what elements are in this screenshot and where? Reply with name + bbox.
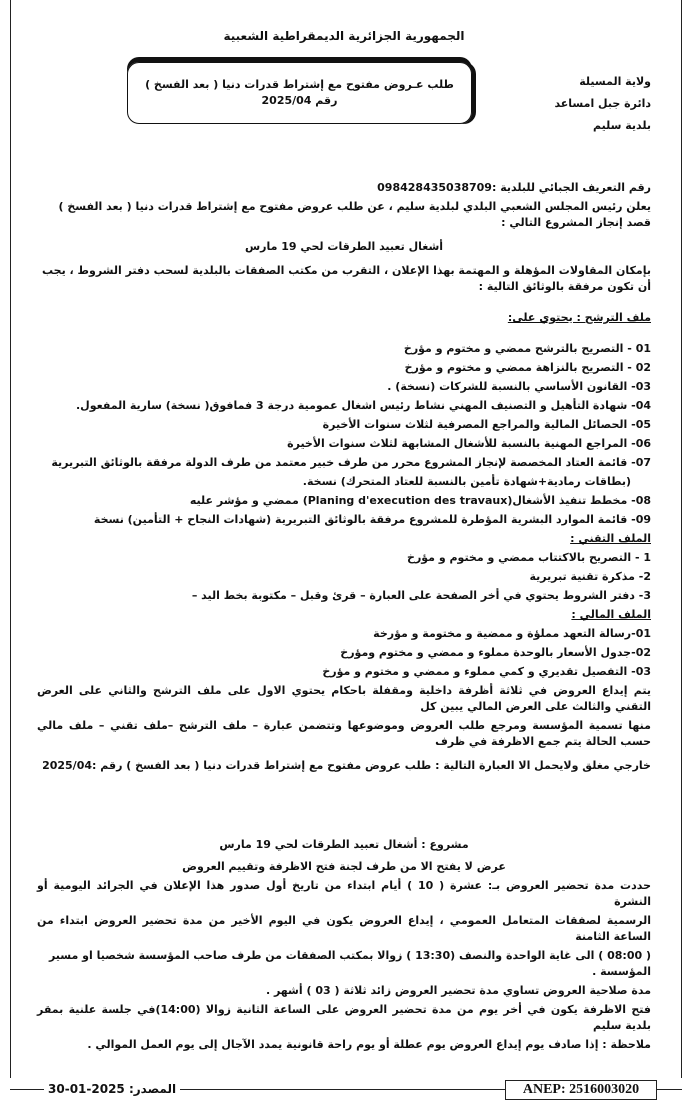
terms-line: مدة صلاحية العروض تساوي مدة تحضير العروض زائد ثلاثة ( 03 ) أشهر .: [265, 984, 651, 997]
commune: بلدية سليم: [592, 119, 651, 132]
terms-line: حددت مدة تحضير العروض بـ: عشرة ( 10 ) أيام ابتداء من تاريخ أول صدور هذا الإعلان في الجرائد اليومية أو النشرة: [37, 879, 651, 908]
candidacy-item: 07- قائمة العتاد المخصصة لإنجاز المشروع محرر من طرف خبير معتمد من طرف الدولة مرفقة بالوثائق التبريرية: [51, 456, 651, 469]
technical-heading: الملف التقني :: [570, 532, 651, 545]
technical-item: 3- دفتر الشروط يحتوي في أخر الصفحة على العبارة – قرئ وقبل – مكتوبة بخط اليد –: [191, 589, 651, 602]
terms-line: الرسمية لصفقات المتعامل العمومي ، إيداع العروض يكون في اليوم الأخير من مدة تحضير العروض ابتداء من الساعة الثامنة: [37, 914, 651, 943]
candidacy-item: 05- الحصائل المالية والمراجع المصرفية لثلاث سنوات الأخيرة: [322, 418, 651, 431]
financial-heading: الملف المالي :: [571, 608, 651, 621]
eligibility-text: بإمكان المقاولات المؤهلة و المهتمة بهذا الإعلان ، التقرب من مكتب الصفقات بالبلدية لسحب دفتر الشروط ، يجب أن تكون مرفقة بالوثائق التالية :: [42, 264, 651, 293]
page-frame: [10, 0, 682, 1078]
republic-heading: الجمهورية الجزائرية الديمقراطية الشعبية: [223, 29, 465, 43]
candidacy-item: 04- شهادة التأهيل و التصنيف المهني نشاط رئيس اشغال عمومية درجة 3 فمافوق( نسخة) سارية المفعول.: [75, 399, 651, 412]
candidacy-heading: ملف الترشح : يحتوي على:: [507, 311, 651, 324]
candidacy-item: 01 - التصريح بالترشح ممضي و مختوم و مؤرخ: [403, 342, 651, 355]
terms-line: ( 08:00 ) الى غاية الواحدة والنصف (13:30 ) زوالا بمكتب الصفقات من طرف صاحب المؤسسة شخصيا او مسير المؤسسة .: [48, 949, 651, 978]
admin-block: [491, 62, 651, 140]
financial-item: 03- التفصيل تقديري و كمي مملوء و ممضي و مختوم و مؤرخ: [322, 665, 651, 678]
footer: [10, 1078, 682, 1102]
anep-number: ANEP: 2516003020: [505, 1080, 657, 1100]
tax-id: رقم التعريف الجبائي للبلدية :098428435038709: [377, 181, 651, 194]
candidacy-item: 06- المراجع المهنية بالنسبة للأشغال المشابهة لثلاث سنوات الأخيرة: [287, 437, 651, 450]
financial-item: 02-جدول الأسعار بالوحدة مملوء و ممضي و مختوم ومؤرخ: [340, 646, 651, 659]
technical-item: 2- مذكرة تقنية تبريرية: [529, 570, 651, 583]
notice-title: طلب عـروض مفتوح مع إشتراط قدرات دنيا ( بعد الفسخ ) رقم 2025/04: [145, 78, 454, 107]
envelope-warning: عرض لا يفتح الا من طرف لجنة فتح الاظرفة وتقييم العروض: [182, 860, 506, 873]
header-row: [37, 62, 651, 140]
footer-source: المصدر: 2025-01-30: [44, 1080, 180, 1098]
candidacy-item: 09- قائمة الموارد البشرية المؤطرة للمشروع مرفقة بالوثائق التبريرية (شهادات النجاح + التأمين) نسخة: [93, 513, 651, 526]
submission-line: منها تسمية المؤسسة ومرجع طلب العروض وموضوعها وتتضمن عبارة – ملف الترشح –ملف تقني – ملف مالي حسب الحالة يتم جمع الاظرفة في ظرف: [37, 719, 651, 748]
candidacy-item: 08- مخطط تنفيذ الأشغال(Planing d'execution des travaux) ممضي و مؤشر عليه: [189, 494, 651, 507]
daira: دائرة جبل امساعد: [554, 97, 651, 110]
technical-item: 1 - التصريح بالاكتتاب ممضي و مختوم و مؤرخ: [407, 551, 651, 564]
terms-line: ملاحظة : إذا صادف يوم إيداع العروض يوم عطلة أو يوم راحة قانونية يمدد الآجال إلى يوم العمل الموالي .: [87, 1038, 651, 1051]
terms-line: فتح الاظرفة يكون في أخر يوم من مدة تحضير العروض على الساعة الثانية زوالا (14:00)في جلسة علنية بمقر بلدية سليم: [37, 1003, 651, 1032]
notice-title-box: [127, 62, 472, 124]
candidacy-item: 02 - التصريح بالنزاهة ممضي و مختوم و مؤرخ: [404, 361, 651, 374]
candidacy-item: 03- القانون الأساسي بالنسبة للشركات (نسخة) .: [387, 380, 651, 393]
wilaya: ولاية المسيلة: [579, 75, 651, 88]
project-name: أشغال تعبيد الطرقات لحي 19 مارس: [244, 240, 444, 253]
submission-line: خارجي مغلق ولايحمل الا العبارة التالية : طلب عروض مفتوح مع إشتراط قدرات دنيا ( بعد الفسخ ) رقم :2025/04: [42, 759, 651, 772]
candidacy-item: (بطاقات رمادية+شهادة تأمين بالنسبة للعتاد المتحرك) نسخة.: [302, 475, 631, 488]
announcement: يعلن رئيس المجلس الشعبي البلدي لبلدية سليم ، عن طلب عروض مفتوح مع إشتراط قدرات دنيا ( بعد الفسخ ) قصد إنجاز المشروع التالي :: [58, 200, 651, 229]
financial-item: 01-رسالة التعهد مملؤة و ممضية و مختومة و مؤرخة: [373, 627, 651, 640]
envelope-project: مشروع : أشغال تعبيد الطرقات لحي 19 مارس: [219, 838, 469, 851]
submission-line: يتم إيداع العروض في ثلاثة أظرفة داخلية ومقفلة باحكام يحتوي الاول على ملف الترشح والثاني على العرض التقني والثالث على العرض المالي يبين كل: [37, 684, 651, 713]
